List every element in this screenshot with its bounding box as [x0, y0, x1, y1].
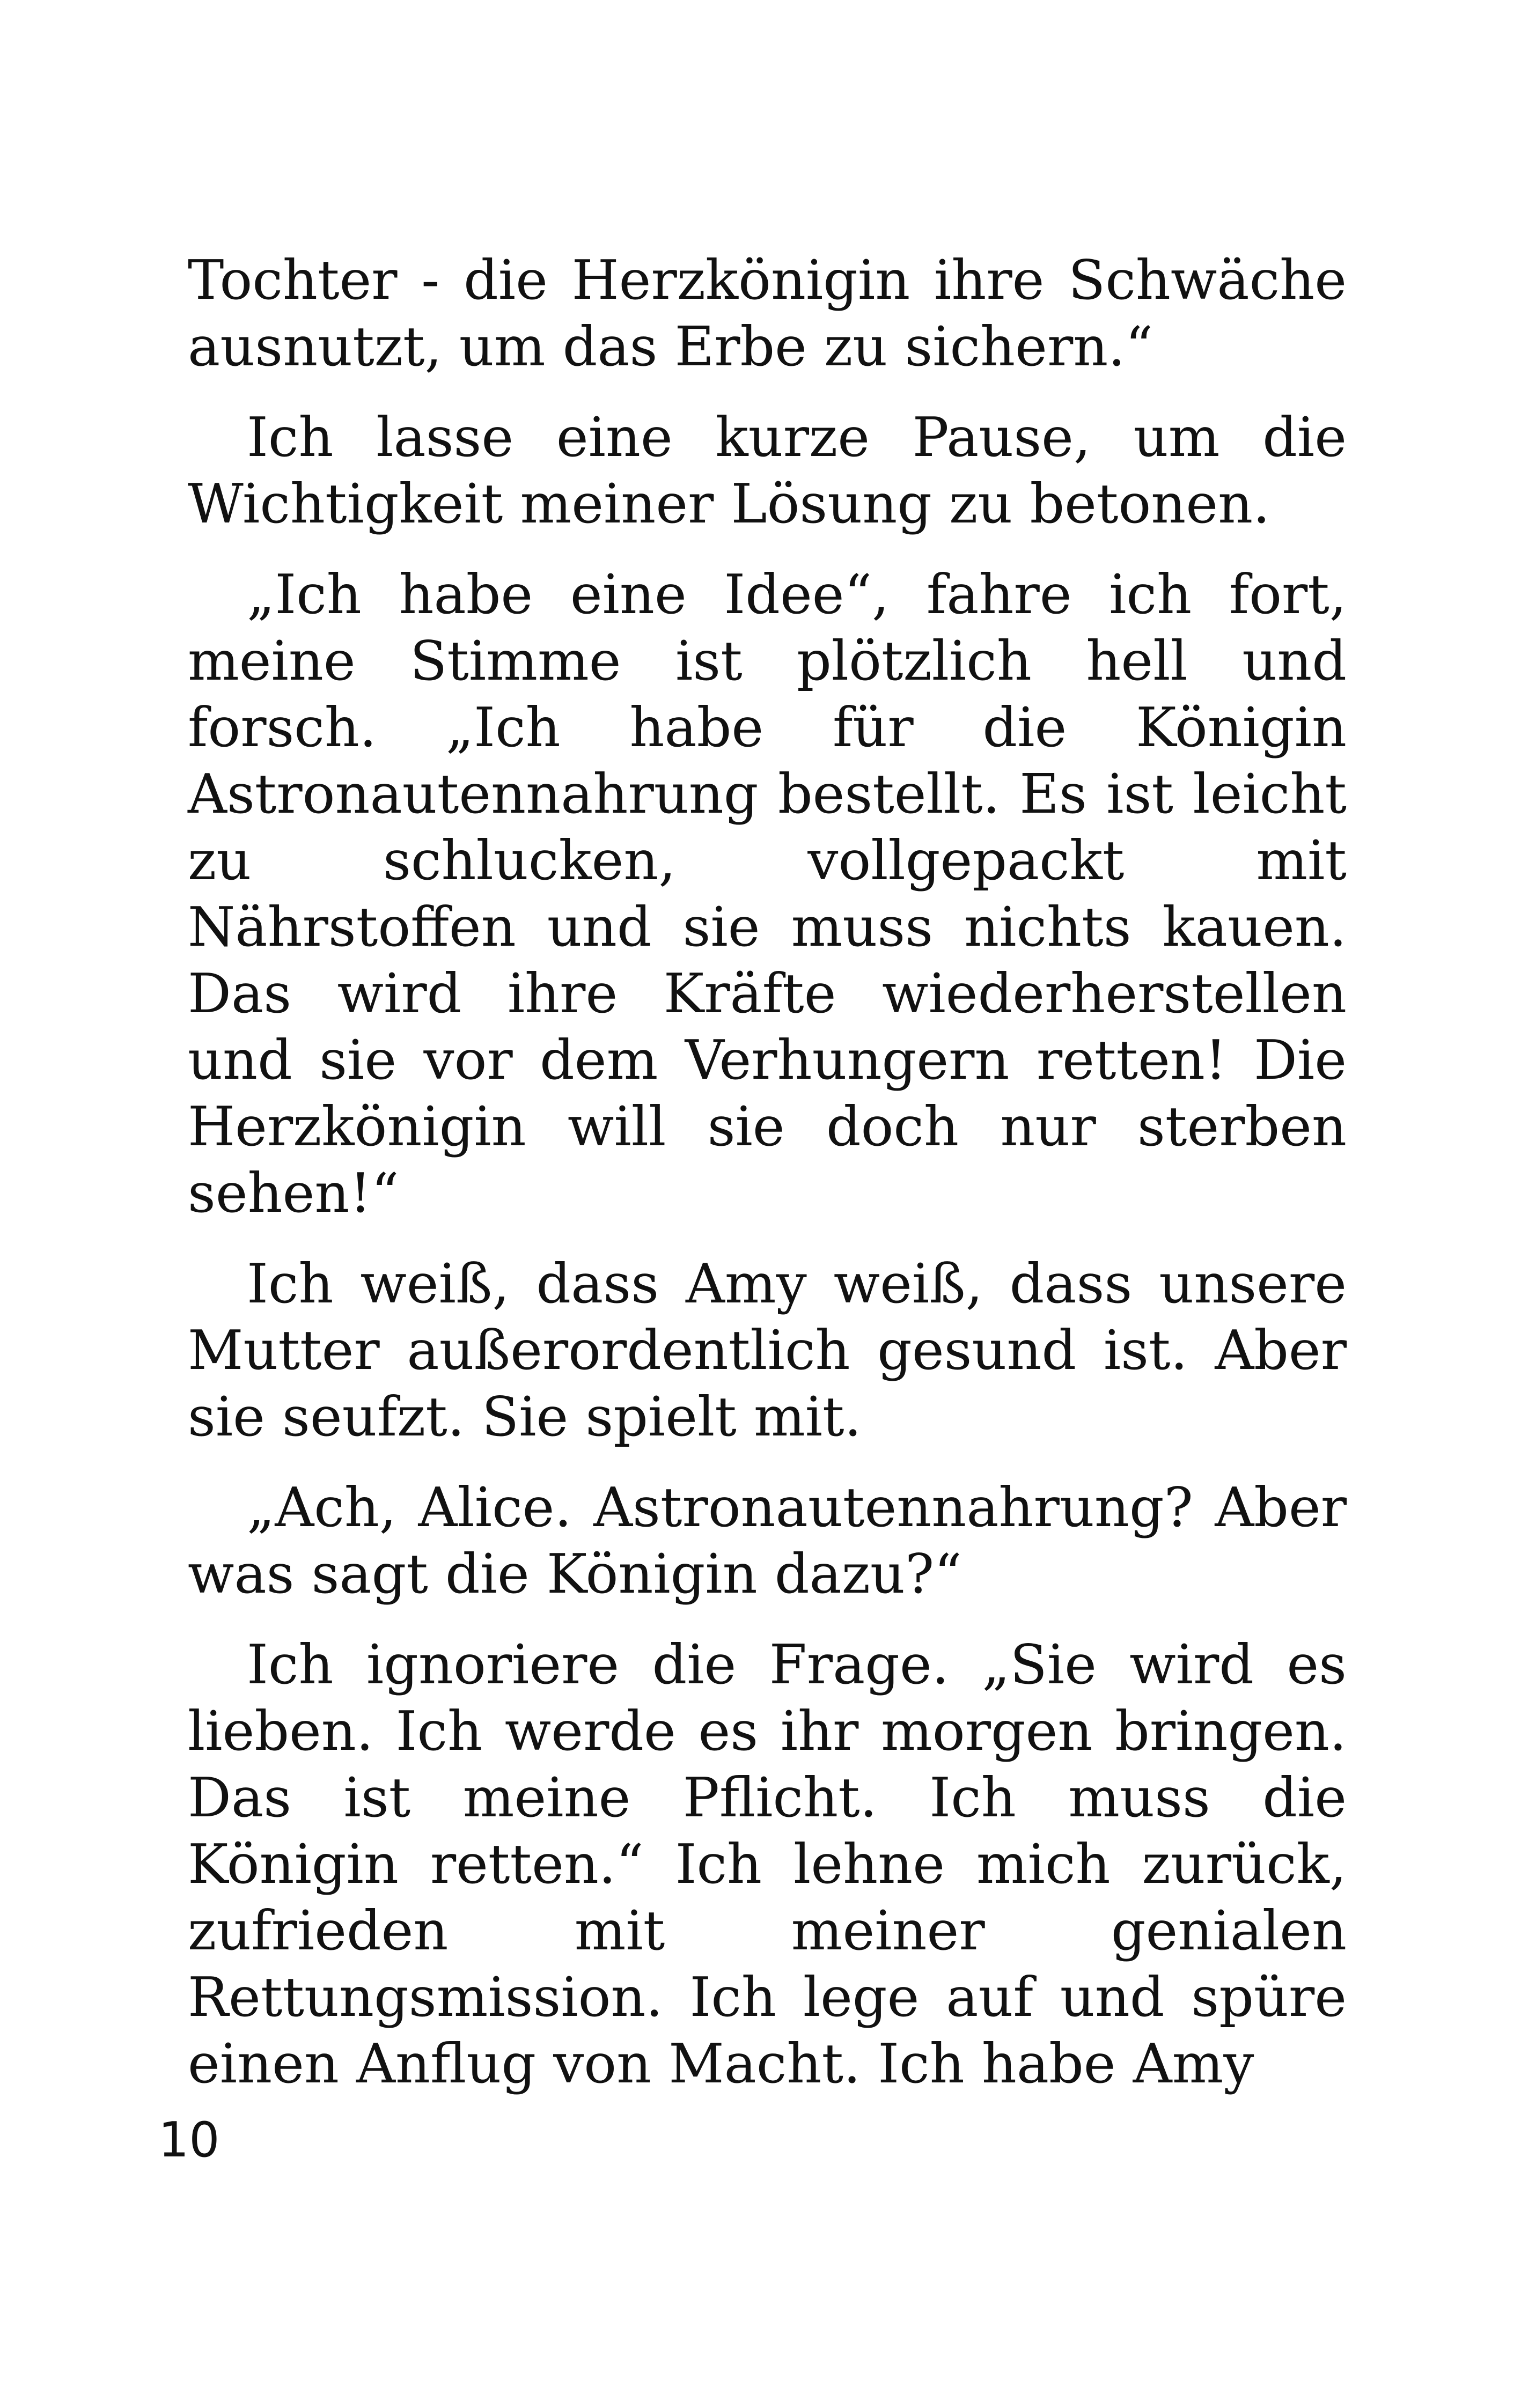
paragraph: Ich weiß, dass Amy weiß, dass unsere Mutter außerordentlich gesund ist. Aber sie seufzt. Sie spielt mit. — [188, 1252, 1347, 1448]
paragraph: „Ich habe eine Idee“, fahre ich fort, meine Stimme ist plötzlich hell und forsch. „Ich habe für die Königin Astronautennahrung bestellt. Es ist leicht zu schlucken, vollgepackt mit Nährstoffen und sie muss nichts kauen. Das wird ihre Kräfte wiederherstellen und sie vor dem Verhungern retten! Die Herzkönigin will sie doch nur sterben sehen!“ — [188, 563, 1347, 1225]
paragraph: Ich lasse eine kurze Pause, um die Wichtigkeit meiner Lösung zu betonen. — [188, 406, 1347, 535]
paragraph-continued: Tochter - die Herzkönigin ihre Schwäche ausnutzt, um das Erbe zu sichern.“ — [188, 248, 1347, 378]
page-number: 10 — [158, 2112, 220, 2168]
paragraph: „Ach, Alice. Astronautennahrung? Aber was sagt die Königin dazu?“ — [188, 1476, 1347, 1606]
body-text — [188, 247, 1347, 2121]
paragraph: Ich ignoriere die Frage. „Sie wird es lieben. Ich werde es ihr morgen bringen. Das ist meine Pflicht. Ich muss die Königin retten.“ Ich lehne mich zurück, zufrieden mit meiner genialen Rettungsmission. Ich lege auf und spüre einen Anflug von Macht. Ich habe Amy — [188, 1633, 1347, 2095]
